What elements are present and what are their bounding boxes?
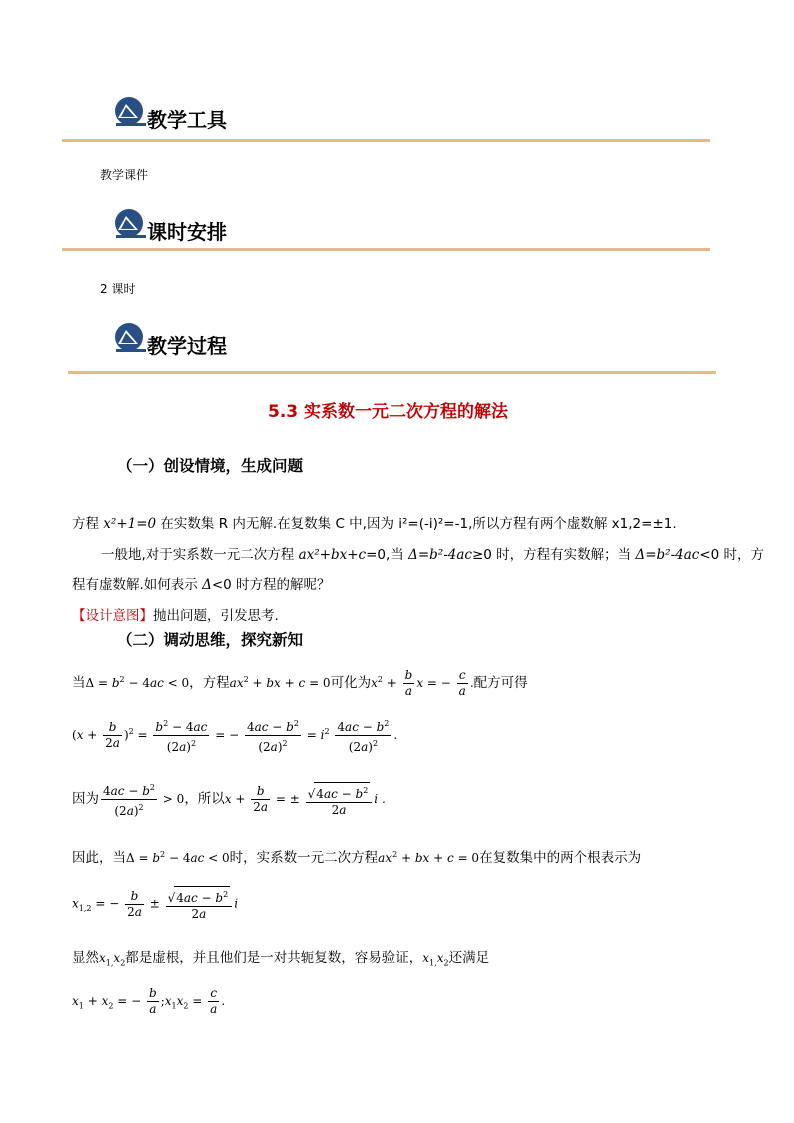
paragraph: 方程 x²+1=0 在实数集 R 内无解.在复数集 C 中,因为 i²=(-i)²=-1,所以方程有两个虚数解 x1,2=±1. bbox=[72, 516, 677, 532]
math-line: 显然$x_{1,}x_2$都是虚根，并且他们是一对共轭复数，容易验证，$x_{1,}x_2$还满足 bbox=[72, 950, 490, 968]
section-body: 教学课件 bbox=[100, 168, 149, 182]
section-title: 教学工具 bbox=[147, 108, 227, 132]
section-title: 课时安排 bbox=[147, 220, 227, 244]
lesson-title: 5.3 实系数一元二次方程的解法 bbox=[268, 402, 509, 422]
math-line: 当$\Delta = b^2 - 4ac < 0$，方程$ax^2$ + bx + c = 0可化为$x^2$ + $\frac{b}{a}$ x = − $\frac{c}{a}$ .配方可得 bbox=[72, 668, 528, 698]
math-line: $x_1 + x_2$ = − $\frac{b}{a}$ $;x_1x_2$ = $\frac{c}{a}$ . bbox=[72, 986, 226, 1016]
book-icon bbox=[112, 322, 148, 356]
book-icon bbox=[112, 208, 148, 242]
paragraph: 程有虚数解.如何表示 Δ<0 时方程的解呢？ bbox=[72, 577, 331, 593]
math-line: 因为 $\frac{4ac - b^2}{(2a)^2}$ > 0，所以x + $\frac{b}{2a}$ = ± $\frac{√4ac - b^2}{2a}$ i . bbox=[72, 780, 386, 819]
math-line: (x + $\frac{b}{2a}$ )$^2$ = $\frac{b^2 - 4ac}{(2a)^2}$ = − $\frac{4ac - b^2}{(2a)^2}$ = $i^2$ $\frac{4ac - b^2}{(2a)^2}$ . bbox=[72, 716, 397, 755]
math-line: $x_{1,2}$ = − $\frac{b}{2a}$ ± $\frac{√4ac - b^2}{2a}$ i bbox=[72, 886, 238, 922]
design-intent-tag: 【设计意图】 bbox=[72, 608, 153, 624]
section-divider bbox=[62, 248, 710, 251]
design-intent: 【设计意图】抛出问题，引发思考. bbox=[72, 608, 279, 624]
subheading: （二）调动思维，探究新知 bbox=[117, 631, 304, 649]
math-line: 因此，当$\Delta = b^2 - 4ac < 0$时，实系数一元二次方程$ax^2$ + bx + c = 0在复数集中的两个根表示为 bbox=[72, 850, 642, 866]
section-body: 2 课时 bbox=[100, 282, 136, 296]
subheading: （一）创设情境，生成问题 bbox=[117, 457, 304, 475]
section-title: 教学过程 bbox=[147, 334, 227, 358]
section-divider bbox=[62, 139, 710, 142]
book-icon bbox=[112, 96, 148, 130]
paragraph: 一般地,对于实系数一元二次方程 ax²+bx+c=0,当 Δ=b²-4ac≥0 时，方程有实数解；当 Δ=b²-4ac<0 时，方 bbox=[101, 547, 765, 563]
section-divider bbox=[68, 371, 716, 374]
